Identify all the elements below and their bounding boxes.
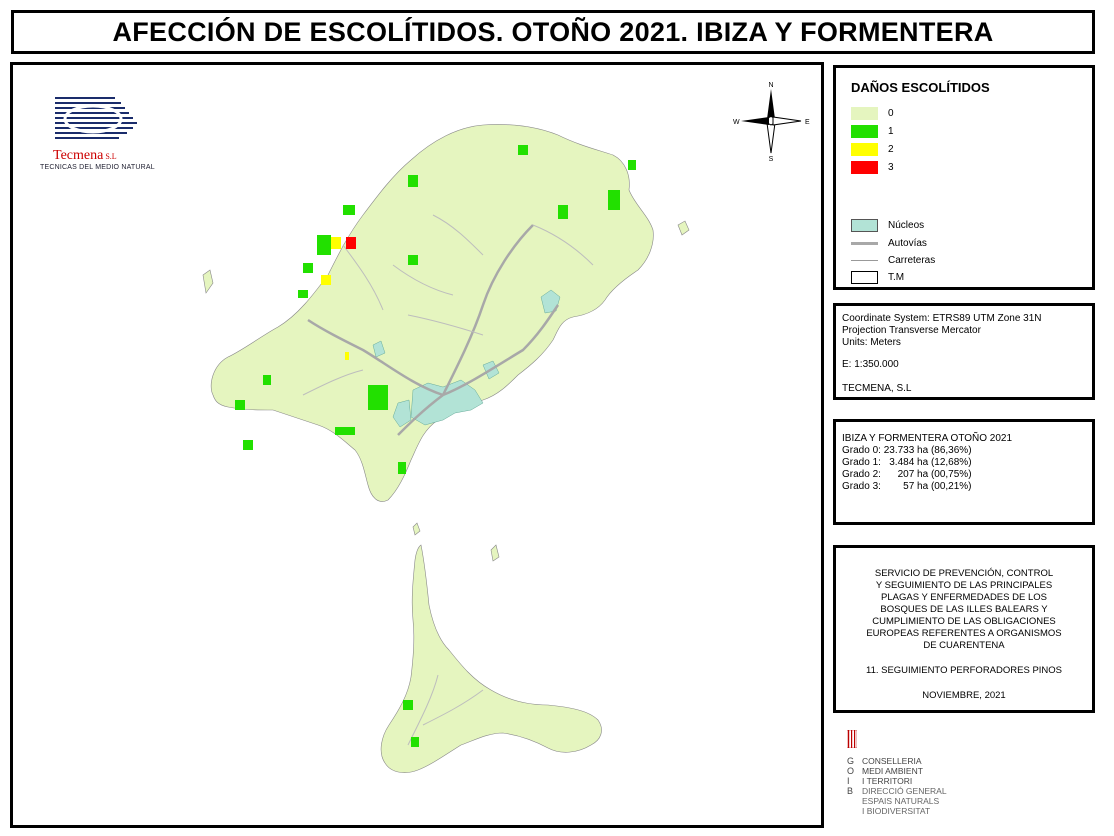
map-canvas [13,65,821,825]
compass-w: W [733,119,740,126]
swatch-autovias [851,242,878,245]
stats-box [833,419,1095,525]
govern-line: ESPAIS NATURALS [862,796,940,806]
govern-line: DIRECCIÓ GENERAL [862,786,947,796]
legend-box [833,65,1095,290]
tecmena-name: Tecmena S.L [53,148,117,163]
coord-projection: Projection Transverse Mercator [842,325,981,336]
service-line: DE CUARENTENA [923,640,1005,651]
coord-system: Coordinate System: ETRS89 UTM Zone 31N [842,313,1042,324]
service-box [833,545,1095,713]
map-title: AFECCIÓN DE ESCOLÍTIDOS. OTOÑO 2021. IBIZA Y FORMENTERA [112,16,994,47]
compass-s: S [768,156,774,163]
swatch-grado2 [851,143,878,156]
coord-units: Units: Meters [842,337,901,348]
stats-row: Grado 3: 57 ha (00,21%) [842,481,972,492]
legend-item-nucleos: Núcleos [851,218,924,232]
service-line: BOSQUES DE LAS ILLES BALEARS Y [880,604,1048,615]
islet [203,270,213,293]
swatch-grado0 [851,107,878,120]
govern-logo [847,730,987,815]
swatch-carreteras [851,260,878,261]
swatch-tm [851,271,878,284]
govern-line: MEDI AMBIENT [862,766,923,776]
service-section: 11. SEGUIMIENTO PERFORADORES PINOS [865,665,1063,676]
tecmena-subtitle: TECNICAS DEL MEDIO NATURAL [40,164,155,171]
north-arrow-icon [731,79,811,163]
legend-item-grado1: 1 [851,124,894,138]
service-line: Y SEGUIMIENTO DE LAS PRINCIPALES [875,580,1053,591]
map-scale: E: 1:350.000 [842,359,899,370]
legend-item-autovias: Autovías [851,236,927,250]
title-box [11,10,1095,54]
islet [491,545,499,561]
islet [678,221,689,235]
islet [413,523,420,535]
swatch-grado1 [851,125,878,138]
balearic-flag-icon [847,730,857,748]
govern-line: I TERRITORI [862,776,913,786]
stats-row: Grado 0: 23.733 ha (86,36%) [842,445,972,456]
legend-item-tm: T.M [851,270,904,284]
service-line: SERVICIO DE PREVENCIÓN, CONTROL [874,568,1054,579]
legend-title: DAÑOS ESCOLÍTIDOS [851,80,990,95]
swatch-nucleos [851,219,878,232]
grado3-patches [346,237,356,249]
compass-n: N [768,82,774,89]
service-date: NOVIEMBRE, 2021 [922,690,1006,701]
map-author: TECMENA, S.L [842,383,912,394]
stats-row: Grado 2: 207 ha (00,75%) [842,469,972,480]
coord-box [833,303,1095,400]
govern-line: I BIODIVERSITAT [862,806,931,816]
govern-letters: G O I B [847,756,855,796]
govern-line: CONSELLERIA [862,756,922,766]
legend-item-grado2: 2 [851,142,894,156]
legend-item-carreteras: Carreteras [851,253,935,267]
stats-row: Grado 1: 3.484 ha (12,68%) [842,457,972,468]
stats-title: IBIZA Y FORMENTERA OTOÑO 2021 [842,433,1013,444]
legend-item-grado0: 0 [851,106,894,120]
service-line: EUROPEAS REFERENTES A ORGANISMOS [866,628,1062,639]
swatch-grado3 [851,161,878,174]
ibiza-island [211,124,653,501]
service-line: PLAGAS Y ENFERMEDADES DE LOS [881,592,1047,603]
legend-item-grado3: 3 [851,160,894,174]
map-frame [10,62,824,828]
service-line: CUMPLIMIENTO DE LAS OBLIGACIONES [872,616,1056,627]
compass-e: E [805,119,810,126]
